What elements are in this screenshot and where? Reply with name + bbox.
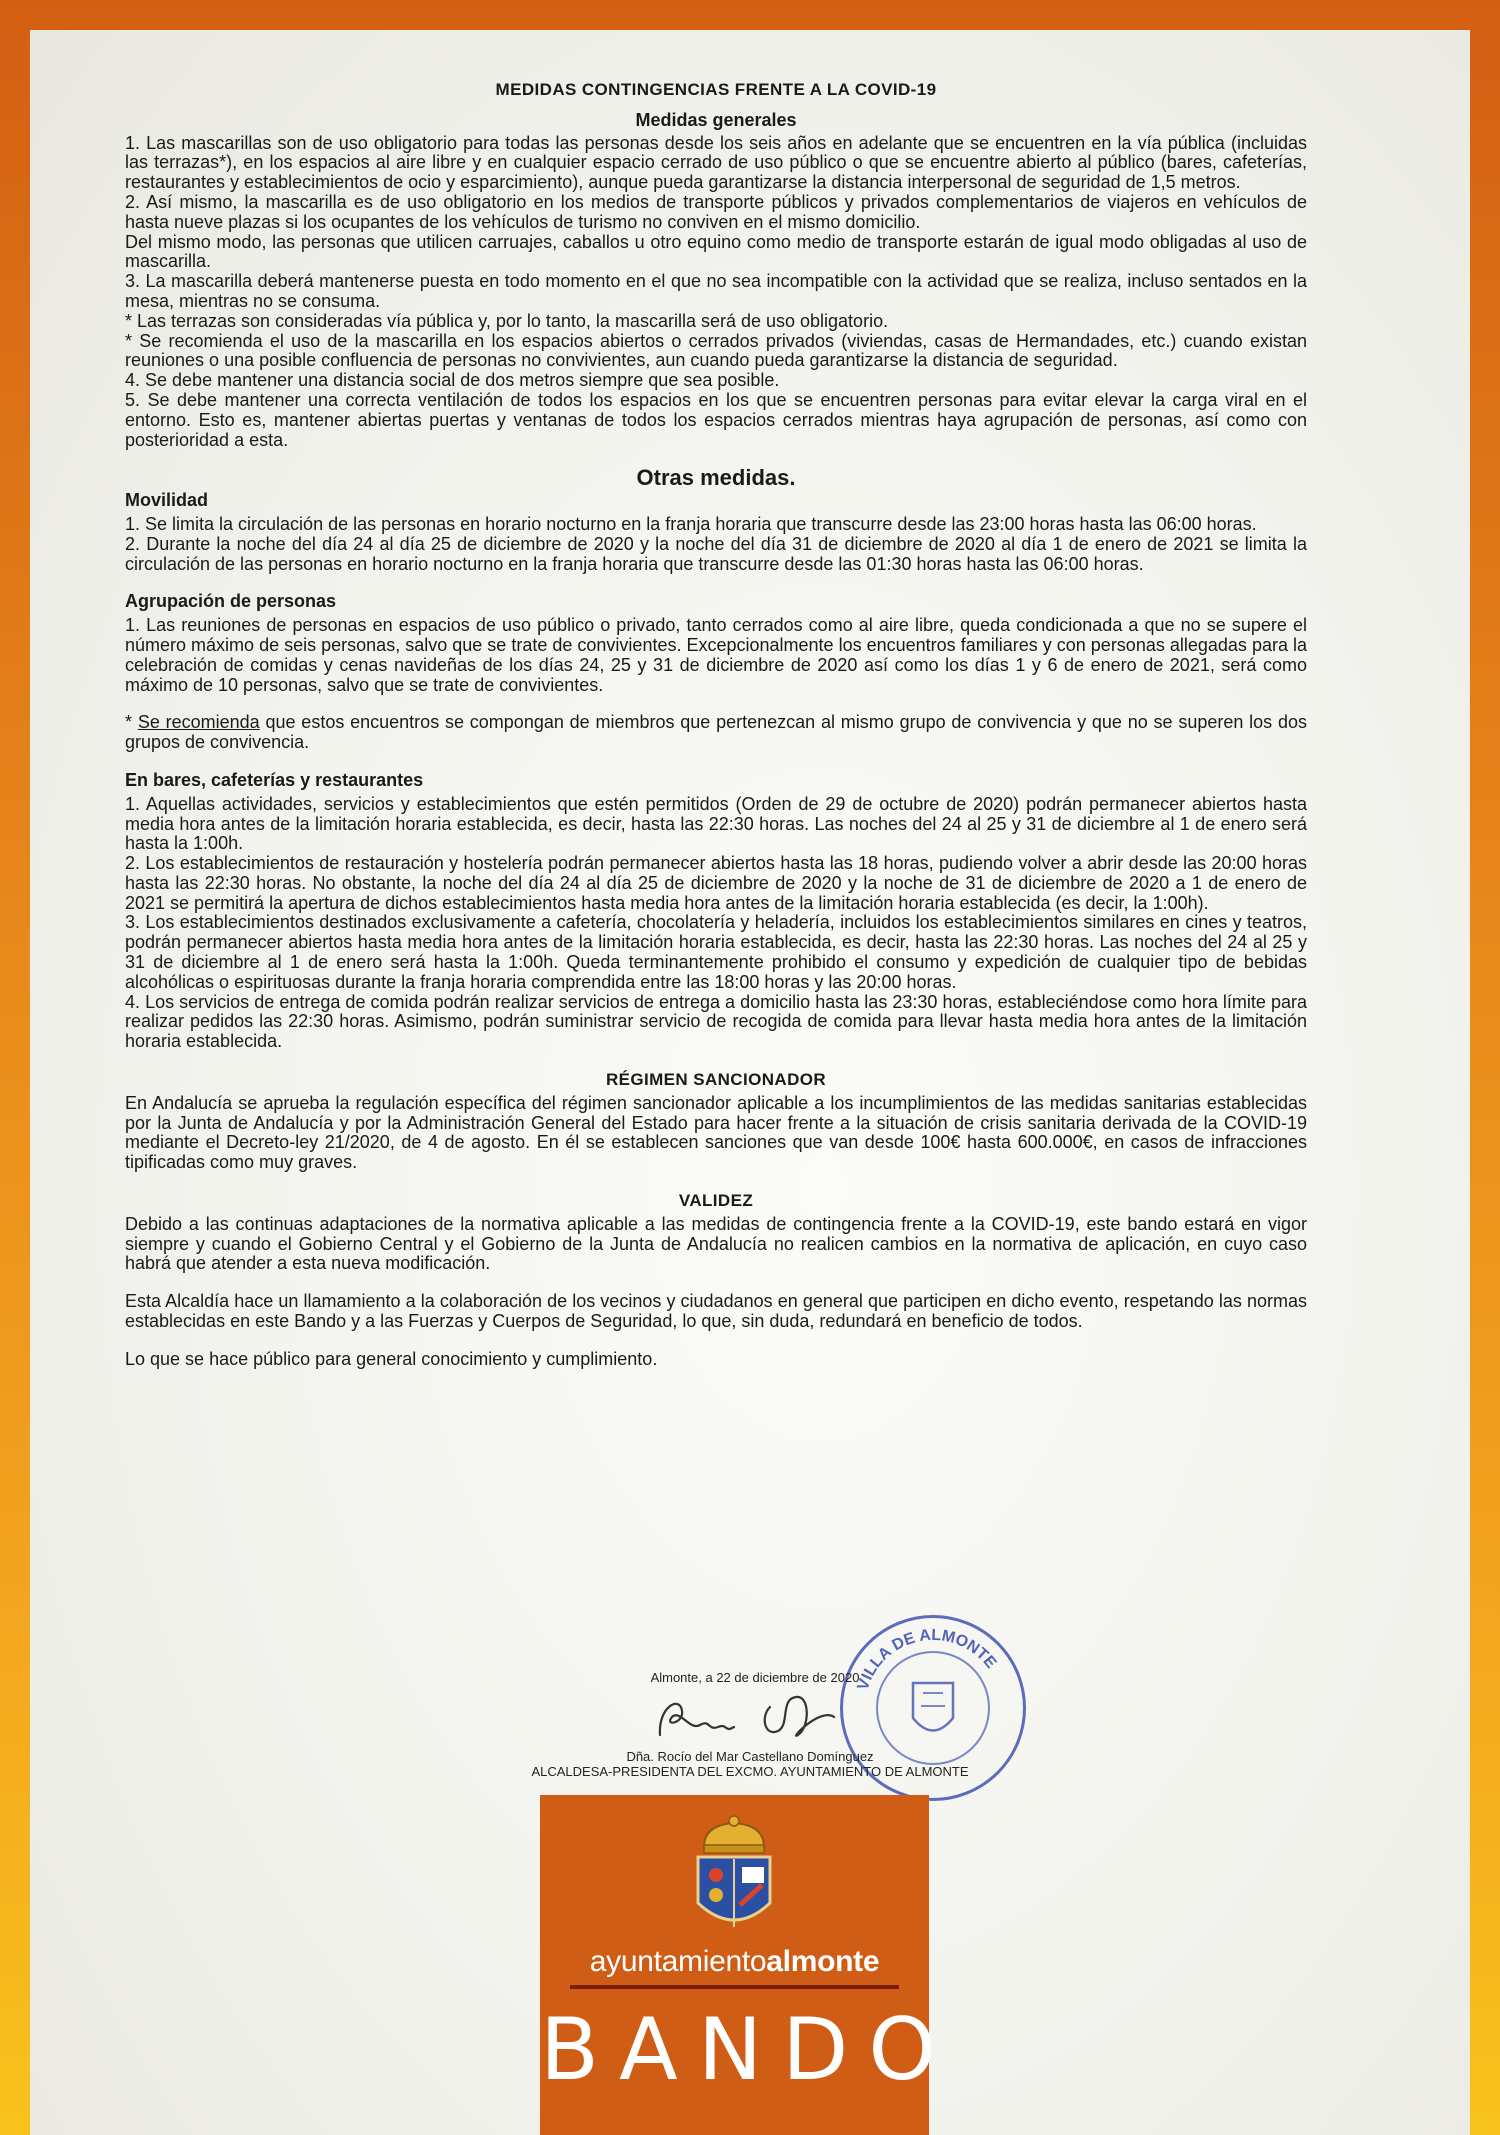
general-paragraph: * Las terrazas son consideradas vía pública y, por lo tanto, la mascarilla será de uso obligatorio. [125,310,889,331]
document-title: MEDIDAS CONTINGENCIAS FRENTE A LA COVID-19 [495,80,937,99]
place-date: Almonte, a 22 de diciembre de 2020 [650,1670,860,1685]
closing-paragraph: Lo que se hace público para general conocimiento y cumplimiento. [125,1348,658,1369]
note-prefix: * [125,712,138,733]
logo-panel [540,1795,957,2135]
signer-name: Dña. Rocío del Mar Castellano Domínguez [626,1749,874,1764]
brand-bold: almonte [766,1945,880,1978]
signature-block [470,1670,1030,1779]
bars-paragraph: 4. Los servicios de entrega de comida podrán realizar servicios de entrega a domicilio hasta las 23:30 horas, estableciéndose como hora límite para realizar pedidos las 22:30 horas. Asimismo, podrán suministrar servicio de recogida de comida para llevar hasta media hora antes de la limitación horaria establecida. [125,991,1307,1052]
general-paragraph: Del mismo modo, las personas que utilicen carruajes, caballos u otro equino como medio de transporte estarán de igual modo obligadas al uso de mascarilla. [125,231,1307,272]
mobility-heading: Movilidad [125,490,209,511]
brand-divider [570,1985,899,1989]
sanctions-heading: RÉGIMEN SANCIONADOR [605,1070,827,1090]
grouping-heading: Agrupación de personas [125,591,337,612]
crest-icon [682,1815,787,1940]
brand-wordmark [540,1945,929,1979]
signer-position: ALCALDESA-PRESIDENTA DEL EXCMO. AYUNTAMIENTO DE ALMONTE [531,1764,969,1779]
general-paragraph: 5. Se debe mantener una correcta ventilación de todos los espacios en los que se encuentren personas para evitar elevar la carga viral en el entorno. Esto es, mantener abiertas puertas y ventanas de todos los espacios cerrados mientras haya agrupación de personas, así como con posterioridad a esta. [125,389,1307,450]
stamp-text: VILLA DE ALMONTE [854,1626,1000,1693]
mobility-paragraph: 1. Se limita la circulación de las personas en horario nocturno en la franja horaria que transcurre desde las 23:00 horas hasta las 06:00 horas. [125,513,1257,534]
grouping-note [125,713,1307,753]
note-underlined: Se recomienda [137,712,260,733]
general-heading: Medidas generales [635,109,797,130]
document-content [125,80,1307,1370]
validity-paragraph: Debido a las continuas adaptaciones de la normativa aplicable a las medidas de contingencia frente a la COVID-19, este bando estará en vigor siempre y cuando el Gobierno Central y el Gobierno de la Junta de Andalucía no realicen cambios en la normativa de aplicación, en cuyo caso habrá que atender a esta nueva modificación. [125,1213,1307,1274]
validity-heading: VALIDEZ [678,1191,754,1211]
brand-prefix: ayuntamiento [589,1945,767,1978]
bando-banner: BANDO [540,2000,957,2100]
general-paragraph: 2. Así mismo, la mascarilla es de uso obligatorio en los medios de transporte públicos y privados complementarios de viajeros en vehículos de hasta nueve plazas si los ocupantes de los vehículos de turismo no conviven en el mismo domicilio. [125,191,1307,232]
bars-paragraph: 3. Los establecimientos destinados exclusivamente a cafetería, chocolatería y heladería, incluidos los establecimientos similares en cines y teatros, podrán permanecer abiertos hasta media hora antes de la limitación horaria establecida, es decir, hasta las 22:30 horas. Las noches del 24 al 25 y 31 de diciembre al 1 de enero será hasta la 1:00h. Queda terminantemente prohibido el consumo y expedición de cualquier tipo de bebidas alcohólicas o espirituosas durante la franja horaria comprendida entre las 18:00 horas y las 20:00 horas. [125,912,1307,992]
mobility-paragraph: 2. Durante la noche del día 24 al día 25 de diciembre de 2020 y la noche del día 31 de diciembre de 2020 al día 1 de enero de 2021 se limita la circulación de las personas en horario nocturno en la franja horaria que transcurre desde las 01:30 horas hasta las 06:00 horas. [125,533,1307,574]
bars-heading: En bares, cafeterías y restaurantes [125,769,424,790]
other-measures-heading: Otras medidas. [636,465,796,491]
note-rest: que estos encuentros se compongan de miembros que pertenezcan al mismo grupo de convivencia y que no se superen los dos grupos de convivencia. [125,712,1307,753]
bars-paragraph: 1. Aquellas actividades, servicios y establecimientos que estén permitidos (Orden de 29 de octubre de 2020) podrán permanecer abiertos hasta media hora antes de la limitación horaria establecida, es decir, hasta las 22:30 horas. Las noches del 24 al 25 y 31 de diciembre al 1 de enero será hasta la 1:00h. [125,793,1307,854]
general-paragraph: * Se recomienda el uso de la mascarilla en los espacios abiertos o cerrados privados (viviendas, casas de Hermandades, etc.) cuando existan reuniones o una posible confluencia de personas no convivientes, aun cuando pueda garantizarse la distancia de seguridad. [125,330,1307,371]
sanctions-paragraph: En Andalucía se aprueba la regulación específica del régimen sancionador aplicable a los incumplimientos de las medidas sanitarias establecidas por la Junta de Andalucía y por la Administración General del Estado para hacer frente a la situación de crisis sanitaria derivada de la COVID-19 mediante el Decreto-ley 21/2020, de 4 de agosto. En él se establecen sanciones que van desde 100€ hasta 600.000€, en casos de infracciones tipificadas como muy graves. [125,1092,1307,1173]
grouping-paragraph: 1. Las reuniones de personas en espacios de uso público o privado, tanto cerrados como al aire libre, queda condicionada a que no se supere el número máximo de seis personas, salvo que se trate de convivientes. Excepcionalmente los encuentros familiares y con personas allegadas para la celebración de comidas y cenas navideñas de los días 24, 25 y 31 de diciembre de 2020 así como los días 1 y 6 de enero de 2021, será como máximo de 10 personas, salvo que se trate de convivientes. [125,615,1307,695]
general-paragraph: 4. Se debe mantener una distancia social de dos metros siempre que sea posible. [125,370,780,391]
general-paragraph: 1. Las mascarillas son de uso obligatorio para todas las personas desde los seis años en adelante que se encuentren en la vía pública (incluidas las terrazas*), en los espacios al aire libre y en cualquier espacio cerrado de uso público o que se encuentre abierto al público (bares, cafeterías, restaurantes y establecimientos de ocio y esparcimiento), aunque pueda garantizarse la distancia interpersonal de seguridad de 1,5 metros. [125,132,1307,193]
validity-paragraph: Esta Alcaldía hace un llamamiento a la colaboración de los vecinos y ciudadanos en general que participen en dicho evento, respetando las normas establecidas en este Bando y a las Fuerzas y Cuerpos de Seguridad, lo que, sin duda, redundará en beneficio de todos. [125,1291,1307,1332]
general-paragraph: 3. La mascarilla deberá mantenerse puesta en todo momento en el que no sea incompatible con la actividad que se realiza, incluso sentados en la mesa, mientras no se consuma. [125,271,1307,311]
bars-paragraph: 2. Los establecimientos de restauración y hostelería podrán permanecer abiertos hasta las 18 horas, pudiendo volver a abrir desde las 20:00 horas hasta las 22:30 horas. No obstante, la noche del día 24 al día 25 de diciembre de 2020 y la noche de 31 de diciembre de 2020 a 1 de enero de 2021 se permitirá la apertura de dichos establecimientos hasta media hora antes de la limitación horaria establecida (es decir, la 1:00h). [125,853,1307,913]
handwritten-signature [620,1687,880,1747]
